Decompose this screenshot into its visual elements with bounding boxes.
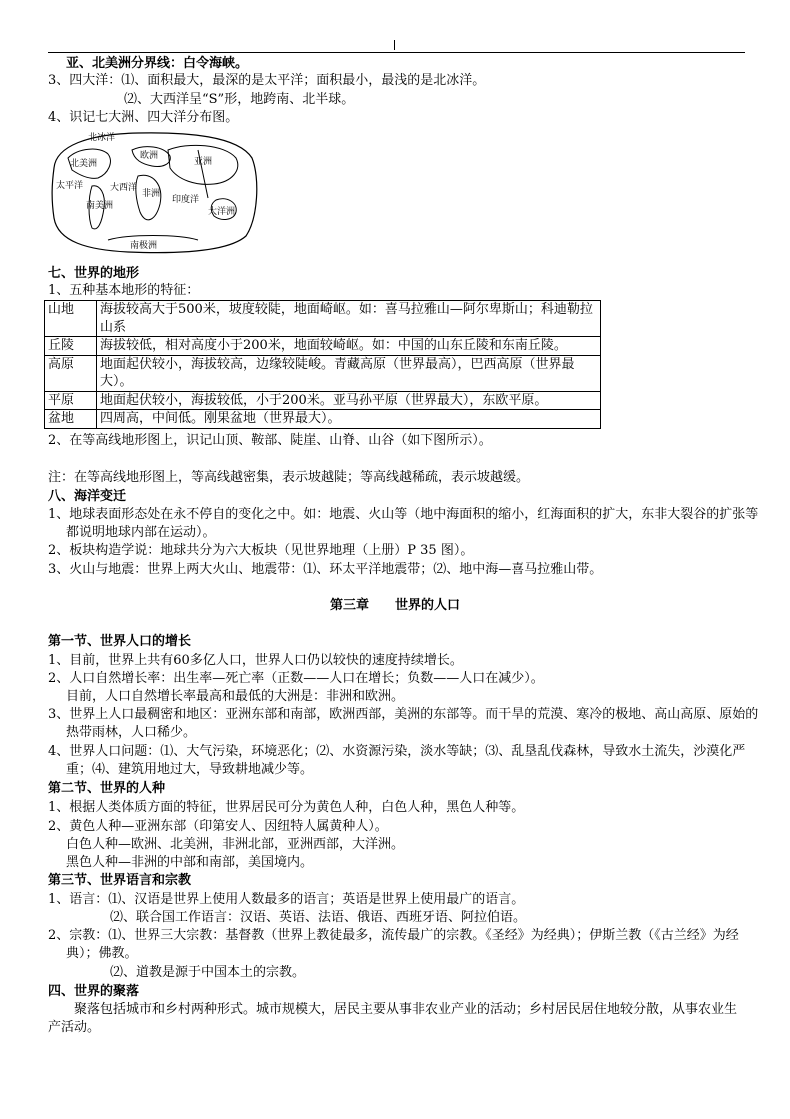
text-paragraph: 聚落包括城市和乡村两种形式。城市规模大，居民主要从事非农业产业的活动；乡村居民居住地较分散，从事农业生产活动。 <box>48 1002 738 1035</box>
section-heading: 第三节、世界语言和宗教 <box>48 873 192 888</box>
header-rule <box>48 52 745 53</box>
landform-name: 平原 <box>45 391 97 410</box>
text-line: 2、人口自然增长率：出生率—死亡率（正数——人口在增长；负数——人口在减少）。 <box>48 671 544 686</box>
text-line: 白色人种—欧洲、北美洲，非洲北部，亚洲西部，大洋洲。 <box>66 837 405 852</box>
text-line: ⑵、大西洋呈“S”形，地跨南、北半球。 <box>124 92 355 107</box>
map-label: 欧洲 <box>140 151 159 161</box>
header-tick <box>394 40 395 50</box>
text-paragraph: 1、地球表面形态处在永不停自的变化之中。如：地震、火山等（地中海面积的缩小，红海面积的扩大，东非大裂谷的扩张等都说明地球内部在运动）。 <box>48 507 759 540</box>
section-heading: 七、世界的地形 <box>48 266 140 281</box>
text-line: 3、火山与地震：世界上两大火山、地震带：⑴、环太平洋地震带；⑵、地中海—喜马拉雅山带。 <box>48 562 603 577</box>
map-label: 北冰洋 <box>88 133 116 143</box>
table-row <box>45 355 601 391</box>
table-row <box>45 410 601 429</box>
landform-desc: 四周高，中间低。刚果盆地（世界最大）。 <box>97 410 601 429</box>
text-line: 2、板块构造学说：地球共分为六大板块（见世界地理（上册）P 35 图）。 <box>48 543 474 558</box>
table-row <box>45 391 601 410</box>
landform-name: 高原 <box>45 355 97 391</box>
landform-name: 山地 <box>45 301 97 337</box>
chapter-title: 第三章 世界的人口 <box>329 598 460 613</box>
text-line: 2、黄色人种—亚洲东部（印第安人、因纽特人属黄种人）。 <box>48 819 388 834</box>
continents-oceans-map <box>48 128 260 256</box>
text-line: 4、识记七大洲、四大洋分布图。 <box>48 110 239 125</box>
landform-desc: 海拔较高大于500米，坡度较陡，地面崎岖。如：喜马拉雅山—阿尔卑斯山；科迪勒拉山系 <box>97 301 601 337</box>
landform-desc: 地面起伏较小，海拔较高，边缘较陡峻。青藏高原（世界最高），巴西高原（世界最大）。 <box>97 355 601 391</box>
map-label: 南美洲 <box>86 201 114 211</box>
text-line: 目前，人口自然增长率最高和最低的大洲是：非洲和欧洲。 <box>66 689 405 704</box>
map-label: 大西洋 <box>110 183 138 193</box>
text-line: 3、四大洋：⑴、面积最大，最深的是太平洋；面积最小，最浅的是北冰洋。 <box>48 73 486 88</box>
map-label: 南极洲 <box>130 241 158 251</box>
text-line: 1、根据人类体质方面的特征，世界居民可分为黄色人种，白色人种，黑色人种等。 <box>48 800 525 815</box>
text-line: 1、语言：⑴、汉语是世界上使用人数最多的语言；英语是世界上使用最广的语言。 <box>48 892 525 907</box>
section-heading: 第一节、世界人口的增长 <box>48 634 192 649</box>
landform-desc: 海拔较低，相对高度小于200米，地面较崎岖。如：中国的山东丘陵和东南丘陵。 <box>97 337 601 356</box>
text-line: ⑵、道教是源于中国本土的宗教。 <box>110 965 306 980</box>
map-label: 非洲 <box>142 189 161 199</box>
landforms-table <box>44 300 601 429</box>
text-paragraph: 2、宗教：⑴、世界三大宗教：基督教（世界上教徒最多，流传最广的宗教。《圣经》为经典）；伊斯兰教（《古兰经》为经典）；佛教。 <box>48 928 739 961</box>
text-line: ⑵、联合国工作语言：汉语、英语、法语、俄语、西班牙语、阿拉伯语。 <box>110 910 527 925</box>
section-heading: 第二节、世界的人种 <box>48 781 166 796</box>
text-paragraph: 4、世界人口问题：⑴、大气污染，环境恶化；⑵、水资源污染，淡水等缺；⑶、乱垦乱伐森林，导致水土流失，沙漠化严重；⑷、建筑用地过大，导致耕地减少等。 <box>48 744 746 777</box>
text-line: 亚、北美洲分界线：白令海峡。 <box>66 56 249 71</box>
map-label: 亚洲 <box>194 157 213 167</box>
section-heading: 八、海洋变迁 <box>48 489 127 504</box>
map-label: 北美洲 <box>70 159 98 169</box>
note-line: 注：在等高线地形图上，等高线越密集，表示坡越陡；等高线越稀疏，表示坡越缓。 <box>48 470 530 485</box>
map-label: 太平洋 <box>56 181 84 191</box>
table-row <box>45 301 601 337</box>
text-line: 2、在等高线地形图上，识记山顶、鞍部、陡崖、山脊、山谷（如下图所示）。 <box>48 433 492 448</box>
section-heading: 四、世界的聚落 <box>48 984 140 999</box>
map-label: 印度洋 <box>172 195 200 205</box>
text-line: 黑色人种—非洲的中部和南部，美国境内。 <box>66 855 314 870</box>
text-paragraph: 3、世界上人口最稠密和地区：亚洲东部和南部，欧洲西部，美洲的东部等。而干旱的荒漠、寒冷的极地、高山高原、原始的热带雨林，人口稀少。 <box>48 707 759 740</box>
text-line: 1、五种基本地形的特征： <box>48 283 200 298</box>
landform-name: 盆地 <box>45 410 97 429</box>
table-row <box>45 337 601 356</box>
landform-name: 丘陵 <box>45 337 97 356</box>
map-label: 大洋洲 <box>208 207 236 217</box>
landform-desc: 地面起伏较小，海拔较低，小于200米。亚马孙平原（世界最大），东欧平原。 <box>97 391 601 410</box>
text-line: 1、目前，世界上共有60多亿人口，世界人口仍以较快的速度持续增长。 <box>48 653 463 668</box>
